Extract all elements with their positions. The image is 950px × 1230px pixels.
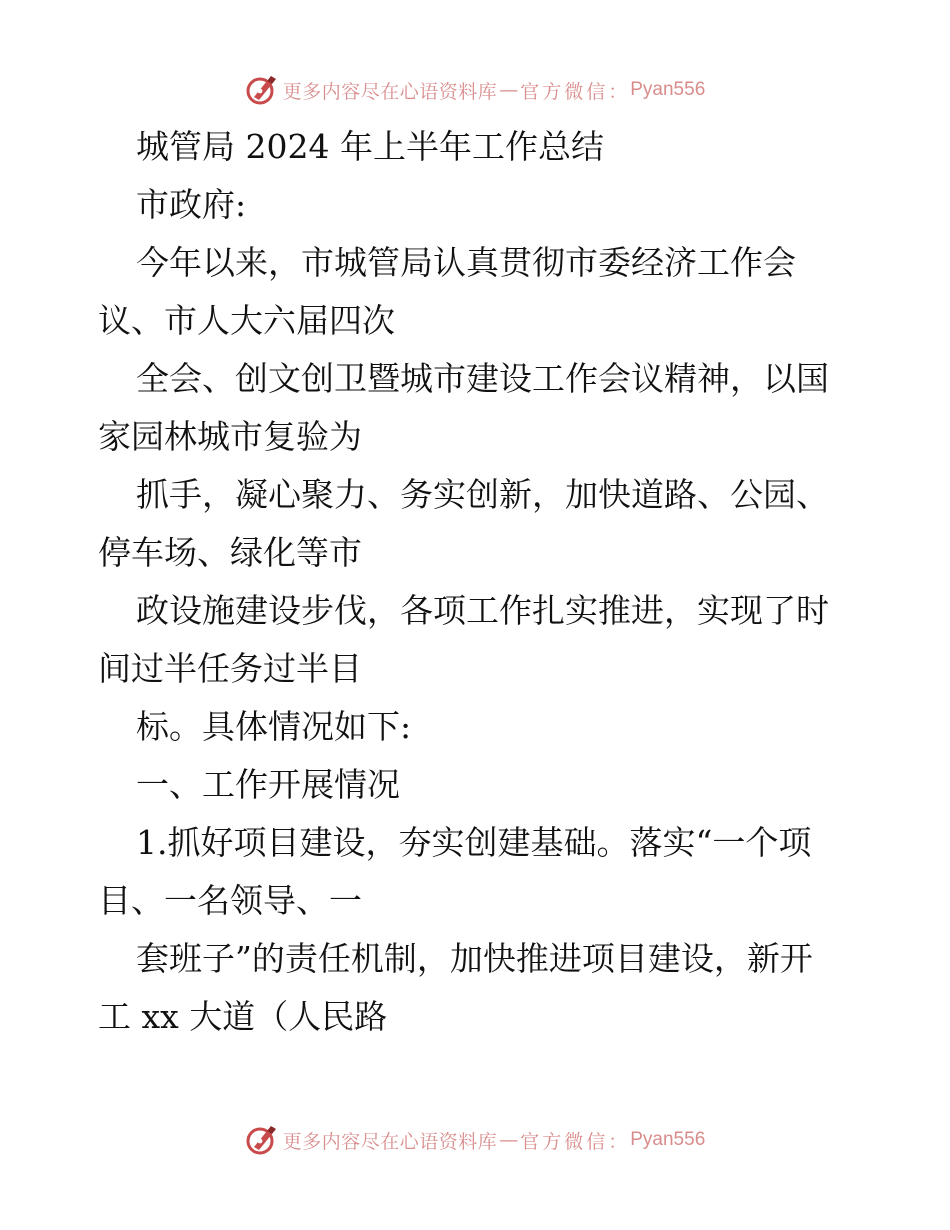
doc-line: 家园林城市复验为 [98, 417, 362, 456]
doc-line: 套班子”的责任机制，加快推进项目建设，新开 [136, 939, 813, 978]
watermark-separator: — [499, 1129, 519, 1151]
watermark-wechat-id: Pyan556 [630, 1129, 706, 1150]
pen-circle-logo-icon [245, 1123, 279, 1157]
header-watermark [0, 70, 950, 110]
watermark-wechat-label: 官方微信： [520, 1130, 631, 1153]
doc-line: 标。具体情况如下: [136, 707, 412, 746]
watermark-separator: — [499, 79, 519, 101]
document-body [98, 118, 858, 1046]
doc-line: 1.抓好项目建设，夯实创建基础。落实“一个项 [136, 823, 812, 862]
doc-line: 今年以来，市城管局认真贯彻市委经济工作会 [136, 243, 796, 282]
doc-line: 政设施建设步伐，各项工作扎实推进，实现了时 [136, 591, 829, 630]
doc-line: 工 xx 大道（人民路 [98, 997, 388, 1036]
watermark-wechat-id: Pyan556 [630, 79, 706, 100]
watermark-wechat-label: 官方微信： [520, 80, 631, 103]
pen-circle-logo-icon [245, 73, 279, 107]
doc-line: 市政府: [136, 185, 247, 224]
doc-line: 间过半任务过半目 [98, 649, 362, 688]
section-heading: 一、工作开展情况 [136, 765, 400, 804]
watermark-brand-text: 更多内容尽在心语资料库 [282, 1130, 498, 1153]
footer-watermark [0, 1120, 950, 1160]
doc-line: 目、一名领导、一 [98, 881, 362, 920]
doc-line: 抓手，凝心聚力、务实创新，加快道路、公园、 [136, 475, 829, 514]
doc-title: 城管局 2024 年上半年工作总结 [136, 127, 604, 166]
doc-line: 议、市人大六届四次 [98, 301, 395, 340]
doc-line: 停车场、绿化等市 [98, 533, 362, 572]
watermark-brand-text: 更多内容尽在心语资料库 [282, 80, 498, 103]
doc-line: 全会、创文创卫暨城市建设工作会议精神，以国 [136, 359, 829, 398]
